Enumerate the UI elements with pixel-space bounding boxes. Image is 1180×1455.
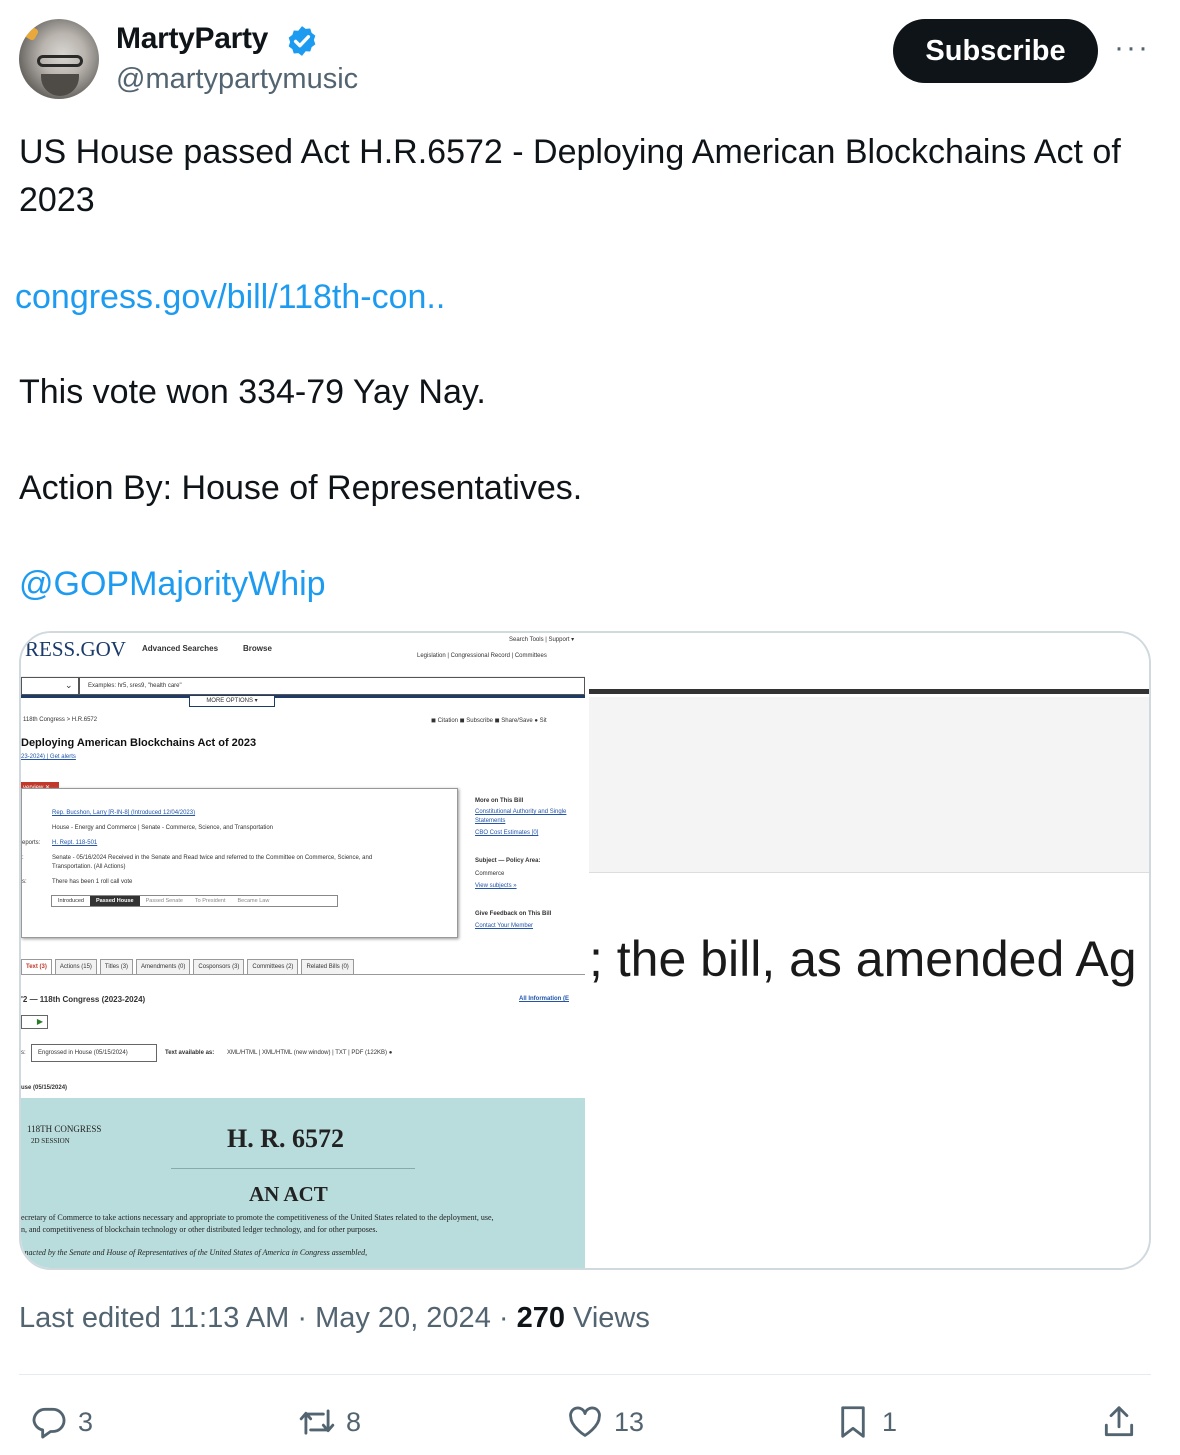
more-options: MORE OPTIONS ▾: [189, 695, 275, 707]
reply-icon: [30, 1403, 68, 1441]
author-handle[interactable]: @martypartymusic: [116, 63, 359, 95]
step-to-president: To President: [194, 898, 226, 904]
reports-label: eports:: [22, 840, 41, 846]
like-button[interactable]: [566, 1400, 644, 1444]
media-image-congress-page[interactable]: [21, 633, 585, 1270]
search-input: [79, 677, 585, 695]
top-links: Search Tools | Support ▾: [509, 637, 575, 643]
congress-logo: RESS.GOV: [25, 637, 126, 661]
tab-related-bills: Related Bills (0): [301, 959, 353, 974]
nav-browse: Browse: [243, 644, 272, 653]
bill-tabs: [21, 959, 585, 975]
step-became-law: Became Law: [237, 898, 270, 904]
text-heading: '2 — 118th Congress (2023-2024): [21, 995, 146, 1004]
sidebar-subject: Subject — Policy Area:: [475, 858, 541, 864]
latest-action-1: Senate - 05/16/2024 Received in the Senate and Read twice and referred to the Committee on Commerce, Science, and: [52, 855, 373, 861]
committees-line: House - Energy and Commerce | Senate - Commerce, Science, and Transportation: [52, 825, 273, 831]
all-information-link: All Information (E: [519, 996, 569, 1002]
tab-text: Text (3): [21, 959, 52, 974]
like-count: 13: [614, 1406, 645, 1437]
step-passed-house: Passed House: [90, 896, 140, 906]
bill-sidebar: [469, 788, 585, 938]
bill-text-preview: [21, 1098, 585, 1270]
sub-links: Legislation | Congressional Record | Committees: [417, 653, 547, 659]
display-name[interactable]: MartyParty: [116, 22, 269, 55]
an-act: AN ACT: [249, 1182, 328, 1206]
bill-divider: [171, 1168, 415, 1169]
votes-value: There has been 1 roll call vote: [52, 879, 133, 885]
repost-count: 8: [346, 1406, 362, 1437]
bookmark-button[interactable]: [834, 1400, 897, 1444]
avatar-accent: [23, 25, 39, 41]
bill-title: Deploying American Blockchains Act of 2023: [21, 737, 257, 749]
latest-action-2: Transportation. (All Actions): [52, 864, 126, 870]
play-icon: ▶: [21, 1015, 48, 1029]
version-label: s:: [21, 1050, 26, 1056]
purpose-line-2: n, and competitiveness of blockchain technology or other distributed ledger technology, and for other purposes.: [21, 1225, 378, 1234]
sponsor: Rep. Bucshon, Larry [R-IN-8] (Introduced 12/04/2023): [52, 810, 196, 816]
congress-number: 118TH CONGRESS: [27, 1124, 102, 1134]
heart-icon: [566, 1403, 604, 1441]
text-formats: XML/HTML | XML/HTML (new window) | TXT | PDF (122KB) ●: [227, 1050, 393, 1056]
edited-timestamp[interactable]: Last edited 11:13 AM · May 20, 2024 ·: [19, 1302, 517, 1334]
share-links: ◼ Citation ◼ Subscribe ◼ Share/Save ● Sit: [431, 718, 547, 724]
reply-button[interactable]: [30, 1400, 93, 1444]
zoomed-text: ; the bill, as amended Ag: [589, 931, 1137, 987]
tab-titles: Titles (3): [100, 959, 133, 974]
avatar-glasses: [37, 55, 83, 67]
sidebar-link-cbo: CBO Cost Estimates [0]: [475, 830, 539, 836]
post-mention[interactable]: @GOPMajorityWhip: [19, 565, 326, 603]
post-action-text: Action By: House of Representatives.: [19, 469, 583, 507]
sidebar-link-authority: Constitutional Authority and Single: [475, 809, 567, 815]
avatar[interactable]: [19, 19, 99, 99]
post-vote-text: This vote won 334-79 Yay Nay.: [19, 373, 486, 411]
sidebar-commerce: Commerce: [475, 871, 505, 877]
tab-cosponsors: Cosponsors (3): [193, 959, 244, 974]
bookmark-icon: [834, 1403, 872, 1441]
sidebar-view-subjects: View subjects »: [475, 883, 517, 889]
text-available-label: Text available as:: [165, 1050, 215, 1056]
bill-subtitle: 23-2024) | Get alerts: [21, 754, 76, 760]
post-link[interactable]: congress.gov/bill/118th-con..: [15, 278, 446, 316]
votes-label: s:: [22, 879, 27, 885]
tab-actions: Actions (15): [55, 959, 97, 974]
verified-badge-icon[interactable]: [285, 24, 319, 58]
breadcrumb: 118th Congress > H.R.6572: [23, 717, 98, 723]
reply-count: 3: [78, 1406, 94, 1437]
subscribe-button[interactable]: Subscribe: [893, 19, 1098, 83]
zoom-gray-panel: [589, 697, 1151, 873]
sidebar-feedback: Give Feedback on This Bill: [475, 911, 552, 917]
bill-number: H. R. 6572: [227, 1124, 344, 1153]
purpose-line-1: ecretary of Commerce to take actions necessary and appropriate to promote the competitiveness of the United States related to the deployment, use,: [21, 1213, 494, 1222]
search-scope-select: ⌄: [21, 677, 79, 695]
repost-button[interactable]: [298, 1400, 361, 1444]
post-media[interactable]: [19, 631, 1151, 1270]
step-passed-senate: Passed Senate: [145, 898, 183, 904]
version-select: Engrossed in House (05/15/2024): [31, 1044, 157, 1062]
repost-icon: [298, 1403, 336, 1441]
action-label: :: [22, 855, 24, 861]
sidebar-contact: Contact Your Member: [475, 923, 534, 929]
post-meta: [19, 1302, 650, 1335]
sidebar-link-statements: Statements: [475, 818, 506, 824]
post-text-line-1: US House passed Act H.R.6572 - Deploying American Blockchains Act of: [19, 133, 1121, 171]
views-count: 270: [516, 1302, 565, 1334]
bookmark-count: 1: [882, 1406, 898, 1437]
session-number: 2D SESSION: [31, 1137, 70, 1145]
tab-committees: Committees (2): [247, 959, 298, 974]
divider: [19, 1374, 1151, 1375]
share-button[interactable]: [1100, 1400, 1138, 1444]
post-text-line-2: 2023: [19, 181, 95, 219]
zoom-rule: [589, 689, 1151, 694]
sidebar-more: More on This Bill: [475, 798, 524, 804]
share-icon: [1100, 1403, 1138, 1441]
step-introduced: Introduced: [58, 898, 84, 904]
search-placeholder: Examples: hr5, sres9, "health care": [88, 683, 182, 689]
enacting-clause: enacted by the Senate and House of Representatives of the United States of America in Congress assembled,: [21, 1248, 368, 1257]
views-label: Views: [564, 1302, 650, 1334]
nav-advanced-searches: Advanced Searches: [142, 644, 219, 653]
reports-value: H. Rept. 118-501: [52, 840, 98, 846]
engrossed-date: use (05/15/2024): [21, 1085, 68, 1091]
media-image-zoomed-text[interactable]: [589, 633, 1151, 1270]
tab-amendments: Amendments (0): [136, 959, 190, 974]
avatar-beard: [41, 74, 79, 96]
bill-progress-tracker: [51, 895, 338, 907]
more-options-icon[interactable]: ···: [1114, 31, 1150, 64]
overview-panel: [21, 788, 458, 938]
